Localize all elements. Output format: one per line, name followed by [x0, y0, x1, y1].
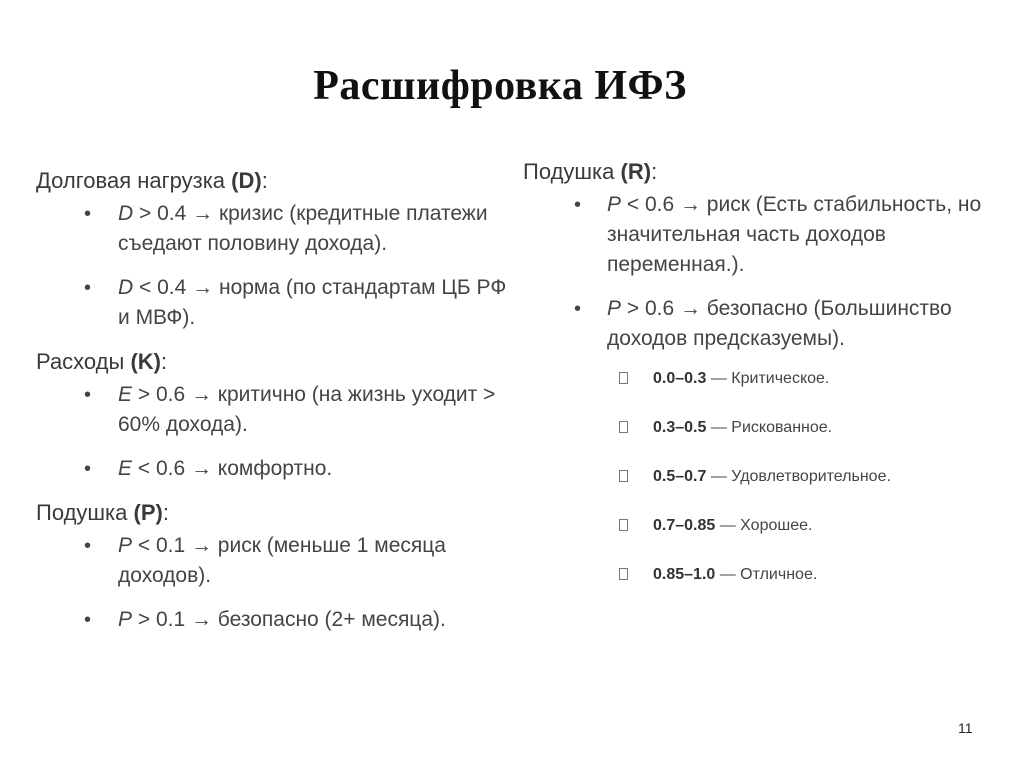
variable: E [118, 383, 133, 406]
bullet-icon: • [574, 298, 582, 320]
item-text: < 0.6 → комфортно. [132, 457, 333, 480]
scale-label: — Удовлетворительное. [706, 468, 891, 485]
scale-item [523, 466, 998, 488]
section-heading-cushion-r [523, 157, 998, 187]
rating-scale-list [523, 368, 998, 586]
checkbox-placeholder-icon [619, 372, 628, 384]
section-heading-text: Долговая нагрузка [36, 168, 226, 193]
section-heading-text: Подушка [523, 159, 615, 184]
scale-range: 0.85–1.0 [653, 566, 716, 583]
scale-label: — Рискованное. [706, 419, 833, 436]
slide-title: Расшифровка ИФЗ [313, 63, 687, 109]
cushion-list [36, 531, 516, 635]
bullet-icon: • [84, 277, 92, 299]
list-item [523, 294, 998, 354]
scale-label: — Критическое. [706, 370, 830, 387]
bullet-icon: • [84, 458, 92, 480]
scale-range: 0.7–0.85 [653, 517, 716, 534]
variable: D [118, 202, 134, 225]
scale-item [523, 564, 998, 586]
bullet-icon: • [84, 203, 92, 225]
list-item [36, 199, 516, 259]
debt-list [36, 199, 516, 333]
item-text: < 0.4 → норма (по стандартам ЦБ РФ и МВФ). [118, 276, 507, 329]
bullet-icon: • [84, 384, 92, 406]
list-item [36, 454, 516, 484]
expenses-list [36, 380, 516, 484]
section-heading-colon: : [161, 349, 168, 374]
list-item [523, 190, 998, 280]
bullet-icon: • [84, 609, 92, 631]
scale-label: — Отличное. [715, 566, 818, 583]
left-column [36, 166, 516, 649]
item-text: > 0.6 → безопасно (Большинство доходов предсказуемы). [607, 297, 952, 350]
variable: P [607, 297, 622, 320]
section-heading-key: (D) [231, 168, 262, 193]
section-heading-key: (K) [130, 349, 162, 374]
item-text: > 0.1 → безопасно (2+ месяца). [132, 608, 446, 631]
variable: D [118, 276, 134, 299]
checkbox-placeholder-icon [619, 568, 628, 580]
cushion-r-list [523, 190, 998, 354]
scale-item [523, 417, 998, 439]
section-heading-text: Расходы [36, 349, 125, 374]
list-item [36, 380, 516, 440]
section-heading-debt [36, 166, 516, 196]
section-heading-colon: : [651, 159, 658, 184]
checkbox-placeholder-icon [619, 421, 628, 433]
variable: P [118, 608, 133, 631]
scale-range: 0.0–0.3 [653, 370, 707, 387]
checkbox-placeholder-icon [619, 519, 628, 531]
section-heading-colon: : [162, 500, 169, 525]
scale-range: 0.3–0.5 [653, 419, 707, 436]
variable: P [607, 193, 622, 216]
section-heading-text: Подушка [36, 500, 128, 525]
section-heading-key: (R) [620, 159, 652, 184]
variable: E [118, 457, 133, 480]
item-text: > 0.4 → кризис (кредитные платежи съедают половину дохода). [118, 202, 488, 255]
variable: P [118, 534, 133, 557]
scale-item [523, 368, 998, 390]
scale-item [523, 515, 998, 537]
page-number: 11 [958, 720, 973, 736]
section-heading-expenses [36, 347, 516, 377]
item-text: < 0.1 → риск (меньше 1 месяца доходов). [118, 534, 446, 587]
list-item [36, 605, 516, 635]
list-item [36, 531, 516, 591]
checkbox-placeholder-icon [619, 470, 628, 482]
scale-range: 0.5–0.7 [653, 468, 707, 485]
scale-label: — Хорошее. [715, 517, 813, 534]
section-heading-cushion [36, 498, 516, 528]
item-text: > 0.6 → критично (на жизнь уходит > 60% дохода). [118, 383, 496, 436]
section-heading-colon: : [261, 168, 268, 193]
right-column [523, 157, 998, 613]
section-heading-key: (P) [133, 500, 163, 525]
bullet-icon: • [574, 194, 582, 216]
bullet-icon: • [84, 535, 92, 557]
item-text: < 0.6 → риск (Есть стабильность, но значительная часть доходов переменная.). [607, 193, 982, 276]
list-item [36, 273, 516, 333]
